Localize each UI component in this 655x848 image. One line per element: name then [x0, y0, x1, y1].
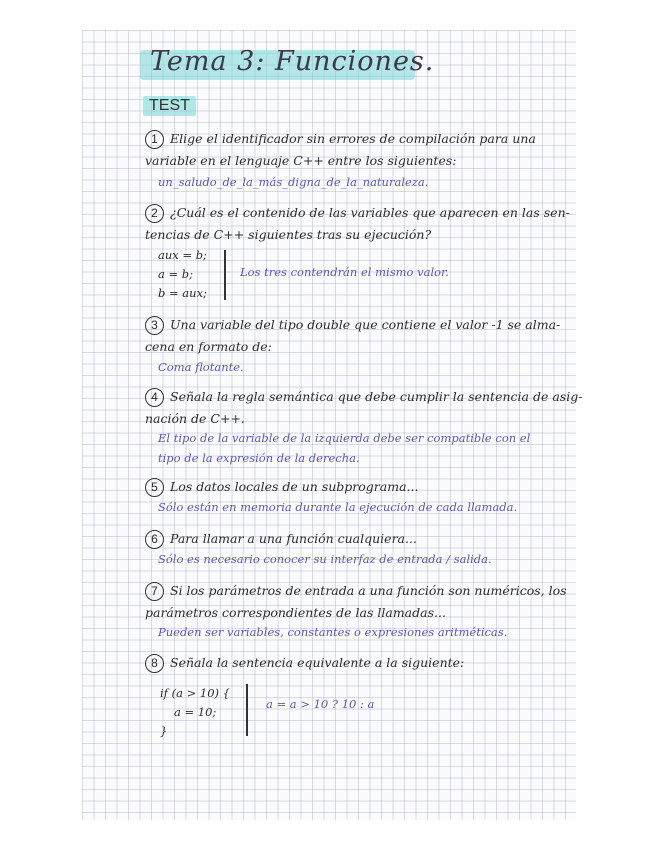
code-line: b = aux;: [158, 286, 207, 300]
answer-1: un_saludo_de_la_más_digna_de_la_naturaleza.: [158, 175, 429, 189]
code-line: a = 10;: [174, 705, 217, 719]
question-text: tencias de C++ siguientes tras su ejecución?: [145, 227, 432, 242]
question-text: nación de C++.: [145, 411, 245, 426]
question-number: 5: [145, 478, 164, 497]
question-text: Elige el identificador sin errores de compilación para una: [170, 131, 536, 146]
question-text: ¿Cuál es el contenido de las variables que aparecen en las sen-: [170, 205, 570, 220]
code-line: if (a > 10) {: [160, 686, 230, 700]
code-block-8: [160, 684, 230, 741]
question-number: 3: [145, 316, 164, 335]
answer-6: Sólo es necesario conocer su interfaz de entrada / salida.: [158, 552, 492, 566]
question-number: 4: [145, 388, 164, 407]
question-text: Señala la sentencia equivalente a la siguiente:: [170, 655, 465, 670]
question-number: 8: [145, 654, 164, 673]
question-text: parámetros correspondientes de las llamadas...: [145, 605, 446, 620]
answer-3: Coma flotante.: [158, 360, 244, 374]
question-number: 6: [145, 530, 164, 549]
answer-5: Sólo están en memoria durante la ejecución de cada llamada.: [158, 500, 518, 514]
answer-7: Pueden ser variables, constantes o expresiones aritméticas.: [158, 625, 508, 639]
question-8: [145, 652, 464, 674]
code-line: a = b;: [158, 267, 194, 281]
question-text: Una variable del tipo double que contiene el valor -1 se alma-: [170, 317, 561, 332]
question-3: [145, 314, 560, 358]
question-6: [145, 528, 417, 550]
code-line: }: [160, 724, 168, 738]
page-title: Tema 3: Funciones.: [150, 46, 435, 77]
question-text: cena en formato de:: [145, 339, 272, 354]
brace-line: [224, 250, 226, 300]
question-text: Si los parámetros de entrada a una función son numéricos, los: [170, 583, 567, 598]
question-4: [145, 386, 582, 430]
question-text: variable en el lenguaje C++ entre los siguientes:: [145, 153, 457, 168]
answer-4: [158, 428, 530, 468]
code-block-2: [158, 246, 207, 303]
question-number: 2: [145, 204, 164, 223]
answer-line: El tipo de la variable de la izquierda debe ser compatible con el: [158, 431, 531, 445]
question-5: [145, 476, 418, 498]
question-1: [145, 128, 536, 172]
question-number: 7: [145, 582, 164, 601]
question-number: 1: [145, 130, 164, 149]
question-text: Señala la regla semántica que debe cumplir la sentencia de asig-: [170, 389, 583, 404]
code-line: aux = b;: [158, 248, 207, 262]
question-text: Los datos locales de un subprograma...: [170, 479, 419, 494]
answer-2: Los tres contendrán el mismo valor.: [240, 265, 449, 279]
answer-line: tipo de la expresión de la derecha.: [158, 451, 360, 465]
question-7: [145, 580, 567, 624]
brace-line: [246, 684, 248, 736]
question-text: Para llamar a una función cualquiera...: [170, 531, 417, 546]
answer-8: a = a > 10 ? 10 : a: [266, 697, 375, 711]
question-2: [145, 202, 570, 246]
section-label: TEST: [143, 96, 196, 116]
